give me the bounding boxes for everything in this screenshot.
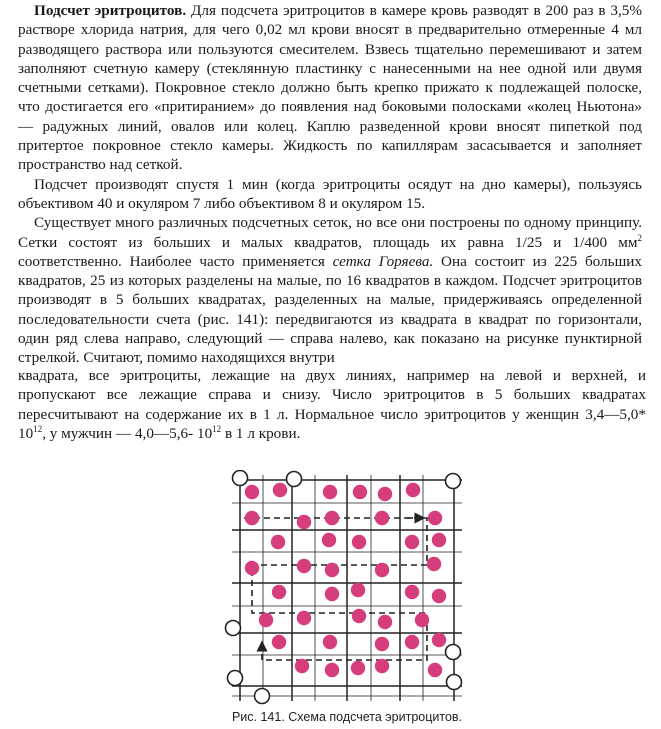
erythrocyte-dot xyxy=(297,515,311,529)
superscript-2: 2 xyxy=(637,232,642,243)
erythrocyte-dot xyxy=(428,511,442,525)
erythrocyte-dot xyxy=(415,613,429,627)
text-block-top xyxy=(18,1,642,368)
erythrocyte-dot xyxy=(378,487,392,501)
boundary-ring-marker xyxy=(446,474,461,489)
erythrocyte-dot xyxy=(325,587,339,601)
boundary-ring-marker xyxy=(233,471,248,486)
erythrocyte-dot xyxy=(427,557,441,571)
erythrocyte-dot xyxy=(271,535,285,549)
erythrocyte-dot xyxy=(245,511,259,525)
erythrocyte-dot xyxy=(352,609,366,623)
erythrocyte-dot xyxy=(245,485,259,499)
erythrocyte-dot xyxy=(323,635,337,649)
superscript-12-a: 12 xyxy=(33,423,43,434)
erythrocyte-dot xyxy=(405,585,419,599)
boundary-ring-marker xyxy=(228,671,243,686)
erythrocyte-dot xyxy=(295,659,309,673)
counting-grid xyxy=(232,475,462,701)
text-block-bottom xyxy=(18,366,646,443)
boundary-markers xyxy=(226,471,462,704)
goryaev-grid-term: сетка Горяева. xyxy=(332,252,434,270)
erythrocyte-dot xyxy=(428,663,442,677)
erythrocyte-dot xyxy=(432,589,446,603)
paragraph-4-text-a: квадрата, все эритроциты, лежащие на двух линиях, например на левой и верхней, и пропускают все лежащие справа и снизу. Число эритроцитов в 5 больших квадратах пересчитывают на содержание их в 1 л. Нормальное число эритроцитов у женщин 3,4—5,0* 10 xyxy=(18,367,646,442)
erythrocyte-dot xyxy=(375,511,389,525)
erythrocyte-dot xyxy=(323,485,337,499)
erythrocyte-dot xyxy=(375,637,389,651)
erythrocyte-dot xyxy=(352,535,366,549)
boundary-ring-marker xyxy=(255,689,270,704)
paragraph-1 xyxy=(18,1,642,175)
paragraph-1-body: Для подсчета эритроцитов в камере кровь разводят в 200 раз в 3,5% растворе хлорида натрия, для чего 0,02 мл крови вносят в предварительно отмеренные 4 мл разводящего раствора или пользуются смесителем. Взвесь тщательно перемешивают и затем заполняют счетную камеру (стеклянную пластинку с нанесенными на нее одной или двумя счетными сетками). Покровное стекло должно быть крепко прижато к подлежащей полоске, что достигается его «притиранием» до появления над боковыми полосками «колец Ньютона» — радужных линий, овалов или колец. Каплю разведенной крови вносят пипеткой под притертое покровное стекло камеры. Жидкость по капиллярам засасывается и заполняет пространство над сеткой. xyxy=(18,2,643,174)
paragraph-2: Подсчет производят спустя 1 мин (когда эритроциты осядут на дно камеры), пользуясь объективом 40 и окуляром 7 либо объективом 8 и окуляром 15. xyxy=(18,175,642,212)
erythrocyte-dot xyxy=(432,633,446,647)
erythrocyte-dot xyxy=(245,561,259,575)
erythrocyte-dot xyxy=(351,583,365,597)
erythrocyte-dot xyxy=(351,661,365,675)
paragraph-4-text-b: , у мужчин — 4,0—5,6- 10 xyxy=(42,424,213,442)
boundary-ring-marker xyxy=(446,645,461,660)
erythrocyte-dot xyxy=(375,659,389,673)
paragraph-3-text-c: Она состоит из 225 больших квадратов, 25 из которых разделены на малые, по 16 квадратов в каждом. Подсчет эритроцитов производят в 5 больших квадратах, разделенных на малые, придерживаясь определенной последовательности счета (рис. 141): передвигаются из квадрата в квадрат по горизонтали, один ряд слева направо, следующий — справа налево, как показано на рисунке пунктирной стрелкой. Считают, помимо находящихся внутри xyxy=(18,252,642,367)
boundary-ring-marker xyxy=(287,472,302,487)
erythrocyte-dot xyxy=(406,483,420,497)
erythrocyte-dot xyxy=(259,613,273,627)
erythrocyte-dot xyxy=(378,615,392,629)
erythrocyte-dot xyxy=(273,483,287,497)
figure-caption: Рис. 141. Схема подсчета эритроцитов. xyxy=(231,710,463,724)
erythrocyte-dot xyxy=(325,563,339,577)
erythrocyte-dot xyxy=(353,485,367,499)
erythrocyte-dot xyxy=(272,585,286,599)
paragraph-3-text-a: Существует много различных подсчетных сеток, но все они построены по одному принципу. Сетки состоят из больших и малых квадратов, площадь их равна 1/25 и 1/400 мм xyxy=(18,214,642,251)
erythrocyte-dot xyxy=(325,511,339,525)
erythrocyte-counting-diagram xyxy=(222,470,467,706)
erythrocyte-dot xyxy=(405,535,419,549)
superscript-12-b: 12 xyxy=(212,423,222,434)
paragraph-3-text-b: соответственно. Наиболее часто применяется xyxy=(18,252,333,270)
erythrocyte-dot xyxy=(375,563,389,577)
paragraph-4 xyxy=(18,366,646,443)
section-heading: Подсчет эритроцитов. xyxy=(34,2,187,19)
erythrocyte-dot xyxy=(322,533,336,547)
paragraph-4-text-c: в 1 л крови. xyxy=(221,424,301,442)
erythrocyte-dot xyxy=(325,663,339,677)
boundary-ring-marker xyxy=(226,621,241,636)
paragraph-3 xyxy=(18,213,642,367)
erythrocytes xyxy=(245,483,446,677)
erythrocyte-dot xyxy=(272,635,286,649)
erythrocyte-dot xyxy=(297,559,311,573)
erythrocyte-dot xyxy=(297,611,311,625)
boundary-ring-marker xyxy=(447,675,462,690)
erythrocyte-dot xyxy=(405,635,419,649)
erythrocyte-dot xyxy=(432,533,446,547)
